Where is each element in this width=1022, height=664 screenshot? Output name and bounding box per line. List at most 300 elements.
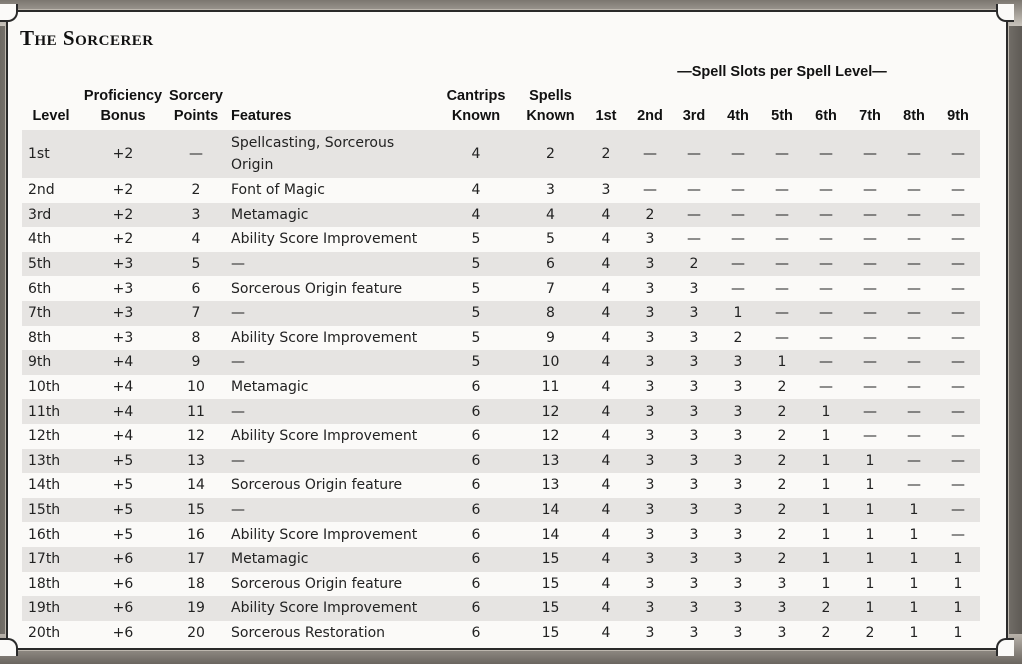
spell-slot-cell: — [672,203,716,228]
level-cell: 4th [28,231,52,248]
slot-level-header: 9th [947,108,969,124]
spell-slot-cell: 3 [716,498,760,523]
table-body [22,130,980,645]
spell-slot-cell: 1 [804,498,848,523]
spell-slot-cell: 3 [628,252,672,277]
spell-slot-cell: 4 [584,252,628,277]
spell-slot-cell: 2 [821,624,831,641]
level-cell: 17th [22,547,80,572]
spell-slot-cell: — [775,231,789,248]
sorcery-points-cell: 15 [166,498,226,523]
table-title: The Sorcerer [20,26,154,50]
spells-known-cell: 5 [546,231,555,248]
spell-slot-cell: — [804,130,848,178]
spell-slot-cell: 3 [645,428,655,445]
features-cell: Sorcerous Restoration [231,624,386,641]
spell-slot-cell: — [848,252,892,277]
cantrips-known-cell: 6 [471,477,481,494]
spell-slot-cell: 3 [716,547,760,572]
spell-slot-cell: — [760,130,804,178]
features-cell: Ability Score Improvement [231,329,418,346]
spell-slot-cell: 4 [584,301,628,326]
level-cell: 19th [22,596,80,621]
proficiency-bonus-cell: +6 [112,575,134,592]
features-cell: Ability Score Improvement [226,596,435,621]
spell-slot-cell: 1 [865,477,875,494]
table-row [22,473,980,498]
spell-slot-cell: — [848,203,892,228]
spell-slot-cell: — [951,477,965,494]
spell-slot-cell: 1 [909,624,919,641]
spell-slot-cell: — [804,301,848,326]
level-cell: 9th [22,350,80,375]
spell-slot-cell: — [951,329,965,346]
spells-known-cell: 8 [517,301,584,326]
table-row [22,449,980,474]
spell-slot-cell: 1 [909,526,919,543]
sorcery-points-cell: 8 [191,329,201,346]
proficiency-bonus-cell: +5 [112,526,134,543]
cantrips-known-cell: 5 [435,350,517,375]
features-header: Features [231,108,292,124]
spell-slot-cell: — [951,379,965,396]
sorcery-points-cell: 19 [166,596,226,621]
slot-level-header: 5th [771,108,793,124]
sorcery-points-cell: 17 [166,547,226,572]
spell-slot-cell: — [848,350,892,375]
spells-known-cell: 7 [546,280,555,297]
table-row [22,350,980,375]
spell-slot-cell: — [760,203,804,228]
proficiency-bonus-cell: +6 [80,596,166,621]
spell-slot-cell: 3 [672,547,716,572]
spell-slot-cell: 3 [733,477,743,494]
spells-known-cell: 12 [517,399,584,424]
spell-slot-cell: 3 [628,301,672,326]
proficiency-bonus-cell: +2 [80,130,166,178]
spells-known-cell: 13 [517,449,584,474]
spell-slot-cell: — [892,301,936,326]
cantrips-known-cell: 4 [435,130,517,178]
spell-slot-cell: — [731,280,745,297]
spell-slot-cell: — [819,329,833,346]
table-row [22,596,980,621]
spell-slot-cell: 3 [628,547,672,572]
table-row [22,547,980,572]
sorcery-points-cell: 2 [191,182,201,199]
spell-slot-cell: — [628,130,672,178]
spell-slot-cell: 4 [601,477,611,494]
sorcery-points-cell: 9 [166,350,226,375]
spell-slot-cell: 2 [760,399,804,424]
spell-slot-cell: 3 [645,379,655,396]
table-frame [6,10,1008,650]
level-cell: 7th [22,301,80,326]
cantrips-known-cell: 6 [471,624,481,641]
level-cell: 20th [28,624,61,641]
spell-slot-cell: — [775,280,789,297]
spell-slot-cell: — [936,130,980,178]
spell-slot-cell: 4 [601,379,611,396]
spell-slot-cell: — [907,428,921,445]
spell-slot-cell: — [775,329,789,346]
features-cell: — [226,301,435,326]
spell-slot-cell: 1 [848,498,892,523]
sorcery-points-cell: 13 [166,449,226,474]
spell-slot-cell: 1 [865,526,875,543]
spell-slot-cell: — [863,379,877,396]
spell-slot-cell: 2 [804,596,848,621]
table-row [22,424,980,449]
spell-slot-cell: — [804,252,848,277]
spell-slot-cell: — [716,203,760,228]
spell-slot-cell: 3 [689,280,699,297]
cantrips-known-cell: 5 [435,252,517,277]
spell-slot-cell: 1 [821,477,831,494]
spell-slot-cell: 4 [601,428,611,445]
spell-slot-cell: 3 [689,329,699,346]
features-cell: — [226,350,435,375]
sorcery-points-cell: — [166,130,226,178]
header-row [22,86,980,130]
spell-slot-cell: 4 [584,498,628,523]
level-cell: 8th [28,329,52,346]
features-cell: — [226,449,435,474]
level-cell: 6th [28,280,52,297]
spell-slot-cell: 3 [689,526,699,543]
spell-slot-cell: 3 [628,449,672,474]
spell-slot-cell: 3 [733,624,743,641]
spell-slot-cell: — [760,252,804,277]
slot-level-header: 8th [903,108,925,124]
spell-slot-cell: — [951,280,965,297]
spell-slot-cell: 1 [821,428,831,445]
proficiency-bonus-cell: +4 [112,428,134,445]
spell-slot-cell: 3 [672,498,716,523]
spells-known-cell: 10 [517,350,584,375]
cantrips-known-cell: 5 [471,329,481,346]
spell-slot-cell: 2 [760,449,804,474]
spell-slot-cell: 2 [777,428,787,445]
features-cell: — [226,252,435,277]
spells-known-cell: 14 [517,498,584,523]
table-row [22,301,980,326]
spell-slot-cell: 4 [584,350,628,375]
sorcery-points-cell: 10 [187,379,205,396]
table-row [22,375,980,400]
spell-slot-cell: 3 [689,428,699,445]
sorcery-points-cell: 3 [166,203,226,228]
spell-slot-cell: — [672,130,716,178]
spell-slot-cell: — [892,252,936,277]
sorcery-points-cell: 6 [191,280,201,297]
spell-slot-cell: 1 [892,547,936,572]
proficiency-bonus-cell: +5 [80,498,166,523]
table-row [22,203,980,228]
spell-slot-cell: 1 [804,547,848,572]
spell-slot-cell: 3 [777,624,787,641]
spell-slot-cell: 2 [777,379,787,396]
spell-slot-cell: 3 [645,575,655,592]
spell-slot-cell: 4 [584,596,628,621]
proficiency-bonus-cell: +5 [80,449,166,474]
sorcery-points-cell: 11 [166,399,226,424]
proficiency-bonus-cell: +3 [112,329,134,346]
spell-slot-cell: — [936,350,980,375]
spell-slot-cell: 2 [777,477,787,494]
spell-slot-cell: — [936,399,980,424]
cantrips-known-cell: 6 [471,428,481,445]
sorcery-points-header: Sorcery Points [168,88,223,124]
spell-slot-cell: 1 [865,575,875,592]
spell-slot-cell: 2 [777,526,787,543]
spell-slot-cell: — [863,329,877,346]
level-cell: 16th [28,526,61,543]
spell-slot-cell: — [892,399,936,424]
level-cell: 13th [22,449,80,474]
table-row [22,326,980,351]
cantrips-known-cell: 5 [435,301,517,326]
sorcery-points-cell: 7 [166,301,226,326]
sorcery-points-cell: 5 [166,252,226,277]
level-cell: 14th [28,477,61,494]
proficiency-bonus-cell: +4 [112,379,134,396]
spell-slot-cell: — [951,428,965,445]
proficiency-bonus-cell: +4 [80,350,166,375]
spell-slot-cell: — [863,428,877,445]
spell-slot-cell: — [907,231,921,248]
sorcery-points-cell: 14 [187,477,205,494]
spell-slot-cell: 3 [689,575,699,592]
table-row [22,227,980,252]
spells-known-cell: 11 [541,379,560,396]
proficiency-bonus-cell: +2 [80,203,166,228]
table-row [22,252,980,277]
spell-slot-cell: — [716,252,760,277]
features-cell: Font of Magic [231,182,326,199]
spell-slot-cell: 3 [645,329,655,346]
spell-slot-cell: — [892,449,936,474]
proficiency-bonus-header: Proficiency Bonus [83,88,163,124]
spell-slot-cell: — [907,329,921,346]
cantrips-known-cell: 6 [435,498,517,523]
frame-corner-ornament [0,4,18,22]
proficiency-bonus-cell: +3 [80,252,166,277]
spell-slot-cell: 1 [848,449,892,474]
proficiency-bonus-cell: +6 [112,624,134,641]
level-cell: 10th [28,379,61,396]
spell-slot-cell: — [892,350,936,375]
spell-slot-cell: 4 [601,231,611,248]
spells-known-cell: 9 [546,329,555,346]
slot-level-header: 3rd [682,108,706,124]
features-cell: Metamagic [231,379,309,396]
spell-slot-cell: — [951,231,965,248]
spell-slots-group-header: —Spell Slots per Spell Level— [677,64,887,80]
spell-slot-cell: 3 [645,624,655,641]
proficiency-bonus-cell: +3 [80,301,166,326]
spell-slot-cell: 1 [848,547,892,572]
spell-slot-cell: 3 [672,350,716,375]
slot-level-header: 6th [815,108,837,124]
spell-slot-cell: 3 [672,596,716,621]
features-cell: Metamagic [226,547,435,572]
sorcery-points-cell: 18 [187,575,205,592]
spell-slot-cell: 3 [628,596,672,621]
sorcery-points-cell: 16 [187,526,205,543]
spell-slot-cell: 1 [804,449,848,474]
slot-level-header: 7th [859,108,881,124]
level-cell: 12th [28,428,61,445]
table-row [22,621,980,646]
spell-slot-cell: 2 [733,329,743,346]
spell-slot-cell: — [760,301,804,326]
features-cell: Spellcasting, Sorcerous Origin [226,130,435,178]
spell-slot-cell: 4 [601,575,611,592]
spell-slot-cell: 4 [601,280,611,297]
level-cell: 1st [22,130,80,178]
sorcerer-table [22,62,980,645]
spell-slot-cell: — [819,280,833,297]
spell-slot-cell: 4 [584,547,628,572]
spell-slot-cell: 3 [628,498,672,523]
cantrips-known-cell: 6 [471,379,481,396]
level-cell: 5th [22,252,80,277]
slot-level-header: 1st [595,108,617,124]
spell-slot-cell: 2 [672,252,716,277]
spell-slot-cell: — [863,231,877,248]
level-cell: 15th [22,498,80,523]
features-cell: — [226,498,435,523]
spells-known-header: Spells Known [526,88,575,124]
spell-slot-cell: — [936,301,980,326]
spell-slot-cell: — [716,130,760,178]
spell-slot-cell: — [863,182,877,199]
level-cell: 3rd [22,203,80,228]
table-row [22,276,980,301]
spell-slot-cell: 3 [733,526,743,543]
spell-slot-cell: — [892,130,936,178]
spell-slot-cell: 3 [760,596,804,621]
spell-slot-cell: — [804,350,848,375]
proficiency-bonus-cell: +6 [80,547,166,572]
spell-slot-cell: 1 [936,596,980,621]
spell-slot-cell: 3 [733,575,743,592]
spell-slot-cell: 3 [689,624,699,641]
features-cell: Ability Score Improvement [231,231,418,248]
slot-level-header: 4th [727,108,749,124]
spell-slot-cell: 3 [672,449,716,474]
spells-known-cell: 13 [541,477,560,494]
features-cell: — [226,399,435,424]
spell-slot-cell: — [936,252,980,277]
spell-slot-cell: — [804,203,848,228]
spells-known-cell: 15 [517,547,584,572]
spell-slot-cell: 2 [760,547,804,572]
level-cell: 2nd [28,182,55,199]
table-row [22,178,980,203]
table-row [22,522,980,547]
proficiency-bonus-cell: +4 [80,399,166,424]
frame-corner-ornament [996,4,1014,22]
spells-known-cell: 14 [541,526,560,543]
spell-slot-cell: 1 [892,596,936,621]
spell-slot-cell: 2 [584,130,628,178]
spell-slot-cell: 2 [760,498,804,523]
cantrips-known-cell: 6 [435,449,517,474]
spell-slot-cell: — [819,231,833,248]
table-row [22,130,980,178]
spell-slot-cell: — [907,280,921,297]
spell-slot-cell: 3 [645,280,655,297]
cantrips-known-cell: 6 [435,399,517,424]
table-row [22,572,980,597]
spell-slot-cell: 1 [848,596,892,621]
proficiency-bonus-cell: +5 [112,477,134,494]
spell-slot-cell: 3 [601,182,611,199]
spell-slot-cell: — [775,182,789,199]
cantrips-known-cell: 6 [471,526,481,543]
proficiency-bonus-cell: +3 [112,280,134,297]
spell-slot-cell: 3 [628,350,672,375]
spell-slot-cell: 2 [628,203,672,228]
features-cell: Sorcerous Origin feature [231,280,403,297]
spell-slot-cell: 4 [601,329,611,346]
spell-slot-cell: 3 [689,477,699,494]
spell-slot-cell: 3 [716,399,760,424]
spell-slot-cell: 1 [821,526,831,543]
spell-slot-cell: — [848,130,892,178]
spell-slot-cell: — [687,231,701,248]
spell-slot-cell: 3 [645,526,655,543]
spell-slot-cell: 1 [821,575,831,592]
spell-slot-cell: — [936,498,980,523]
spell-slot-cell: 1 [892,498,936,523]
spell-slot-cell: 4 [601,526,611,543]
spells-known-cell: 3 [546,182,555,199]
cantrips-known-cell: 5 [471,280,481,297]
cantrips-known-cell: 4 [435,203,517,228]
spell-slot-cell: 1 [716,301,760,326]
spell-slot-cell: — [936,203,980,228]
features-cell: Sorcerous Origin feature [231,477,403,494]
spell-slot-cell: — [863,280,877,297]
spell-slot-cell: 3 [716,449,760,474]
cantrips-known-cell: 6 [435,547,517,572]
cantrips-known-cell: 5 [471,231,481,248]
cantrips-known-cell: 6 [435,596,517,621]
frame-corner-ornament [996,638,1014,656]
level-cell: 11th [22,399,80,424]
cantrips-known-header: Cantrips Known [446,88,506,124]
spells-known-cell: 6 [517,252,584,277]
spell-slot-cell: 1 [909,575,919,592]
spell-slot-cell: 3 [672,399,716,424]
spell-slot-cell: 3 [733,379,743,396]
spell-slot-cell: 4 [584,449,628,474]
spell-slot-cell: 3 [733,428,743,445]
spell-slot-cell: — [907,182,921,199]
features-cell: Ability Score Improvement [231,526,418,543]
spell-slot-cell: — [731,182,745,199]
spell-slot-cell: 3 [716,350,760,375]
spell-slot-cell: 2 [865,624,875,641]
spell-slot-cell: 4 [584,399,628,424]
spell-slot-cell: 4 [584,203,628,228]
cantrips-known-cell: 6 [471,575,481,592]
spells-known-cell: 12 [541,428,560,445]
spell-slot-cell: 4 [601,624,611,641]
